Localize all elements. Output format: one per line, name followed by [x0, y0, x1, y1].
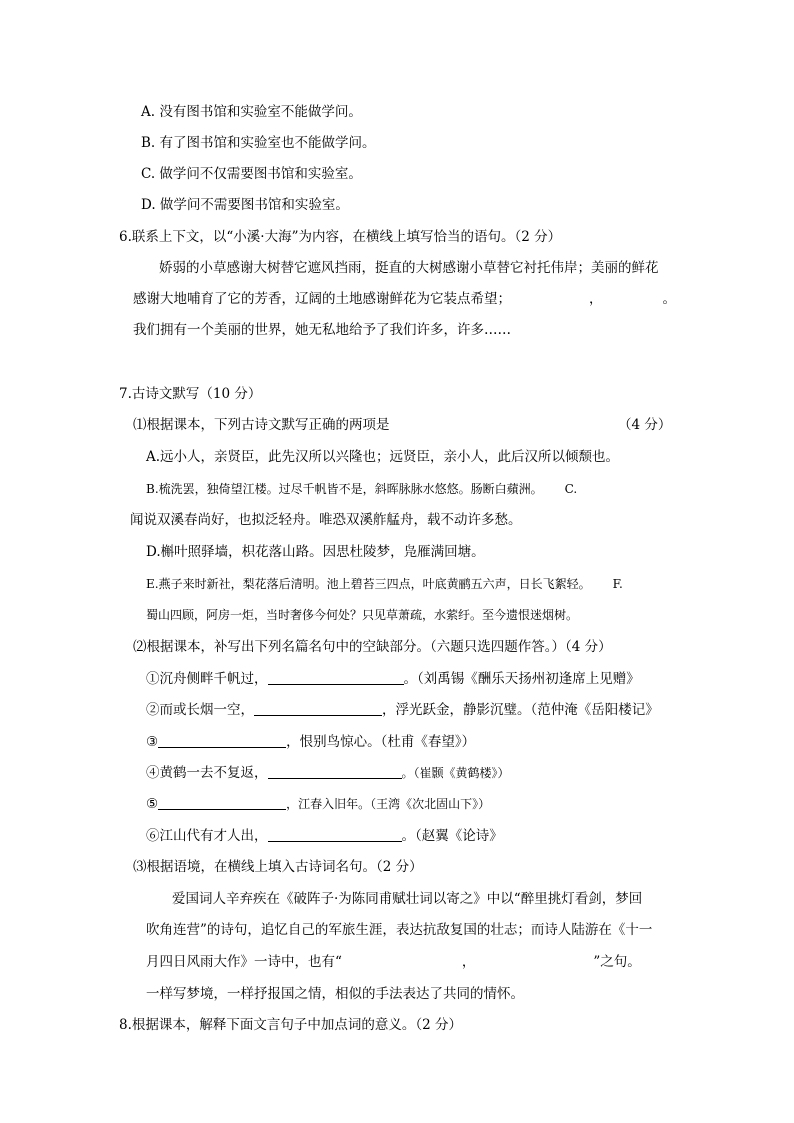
q5-option-c: C. 做学问不仅需要图书馆和实验室。	[141, 166, 362, 182]
q7-part2-stem: ⑵根据课本，补写出下列名篇名句中的空缺部分。（六题只选四题作答。）（4 分）	[133, 639, 612, 655]
q7-part3-stem: ⑶根据语境，在横线上填入古诗词名句。（2 分）	[133, 859, 423, 875]
q7-part3-line4: 一样写梦境，一样抒报国之情，相似的手法表达了共同的情怀。	[146, 986, 524, 1002]
q5-option-a: A. 没有图书馆和实验室不能做学问。	[141, 104, 362, 120]
answer-blank[interactable]	[158, 733, 286, 748]
q7-fill-item-2: ②而或长烟一空， ，浮光跃金，静影沉璧。（范仲淹《岳阳楼记》	[146, 702, 659, 718]
q7-title: 7.古诗文默写（10 分）	[119, 386, 262, 402]
q7-option-b	[146, 479, 577, 499]
q7-part1-stem: ⑴根据课本，下列古诗文默写正确的两项是	[133, 417, 390, 433]
q7-fill-item-4: ④黄鹤一去不复返， 。（崔颢《黄鹤楼》）	[146, 765, 510, 781]
q7-fill-item-5: ⑤ ，江春入旧年。（王湾《次北固山下》）	[146, 796, 491, 812]
q6-stem: 6.联系上下文，以“小溪·大海”为内容，在横线上填写恰当的语句。（2 分）	[119, 229, 562, 245]
q7-fill-item-1: ①沉舟侧畔千帆过， 。（刘禹锡《酬乐天扬州初逢席上见赠》	[146, 671, 640, 687]
answer-blank[interactable]	[254, 701, 382, 716]
q7-option-a: A.远小人，亲贤臣，此先汉所以兴隆也；远贤臣，亲小人，此后汉所以倾颓也。	[146, 449, 620, 465]
q7-option-f-label: F.	[612, 577, 623, 591]
q8-stem: 8.根据课本，解释下面文言句子中加点词的意义。（2 分）	[119, 1017, 463, 1033]
q6-paragraph-line3: 我们拥有一个美丽的世界，她无私地给予了我们许多，许多……	[133, 322, 511, 338]
q7-fill-item-6: ⑥江山代有才人出， 。（赵翼《论诗》	[146, 828, 503, 844]
q6-paragraph-line2	[133, 289, 676, 309]
q7-part3-line3: 月四日风雨大作》一诗中，也有“ ， ”之句。	[146, 954, 641, 970]
q5-option-b: B. 有了图书馆和实验室也不能做学问。	[141, 135, 376, 151]
q7-option-f-text: 蜀山四顾，阿房一炬，当时奢侈今何处？只见草萧疏，水萦纡。至今遗恨迷烟树。	[146, 608, 579, 622]
q6-paragraph-line1: 娇弱的小草感谢大树替它遮风挡雨，挺直的大树感谢小草替它衬托伟岸；美丽的鲜花	[159, 260, 659, 276]
q7-part3-line1: 爱国词人辛弃疾在《破阵子·为陈同甫赋壮词以寄之》中以“醉里挑灯看剑，梦回	[172, 891, 643, 907]
q7-option-d: D.槲叶照驿墙，枳花落山路。因思杜陵梦，凫雁满回塘。	[146, 544, 485, 560]
answer-blank[interactable]	[158, 795, 286, 810]
q7-part1-points: （4 分）	[618, 417, 672, 433]
q6-line2-end: 。	[662, 291, 676, 307]
q7-option-b-text: B.梳洗罢，独倚望江楼。过尽千帆皆不是，斜晖脉脉水悠悠。肠断白蘋洲。	[146, 482, 543, 496]
answer-blank[interactable]	[268, 670, 404, 685]
q7-option-e-text: E.燕子来时新社，梨花落后清明。池上碧苔三四点，叶底黄鹂五六声，日长飞絮轻。	[146, 577, 591, 591]
q7-option-e	[146, 574, 623, 594]
q7-option-c-label: C.	[564, 482, 578, 496]
q7-option-c-text: 闻说双溪春尚好，也拟泛轻舟。唯恐双溪舴艋舟，载不动许多愁。	[130, 512, 522, 528]
q6-line2-separator: ，	[589, 291, 603, 307]
q7-fill-item-3: ③ ，恨别鸟惊心。（杜甫《春望》）	[146, 734, 476, 750]
answer-blank[interactable]	[268, 764, 402, 779]
q7-part3-line2: 吹角连营”的诗句，追忆自己的军旅生涯，表达抗敌复国的壮志；而诗人陆游在《十一	[146, 922, 653, 938]
q5-option-d: D. 做学问不需要图书馆和实验室。	[141, 197, 349, 213]
answer-blank[interactable]	[268, 827, 402, 842]
q6-line2-text: 感谢大地哺育了它的芳香，辽阔的土地感谢鲜花为它装点希望；	[133, 291, 511, 307]
